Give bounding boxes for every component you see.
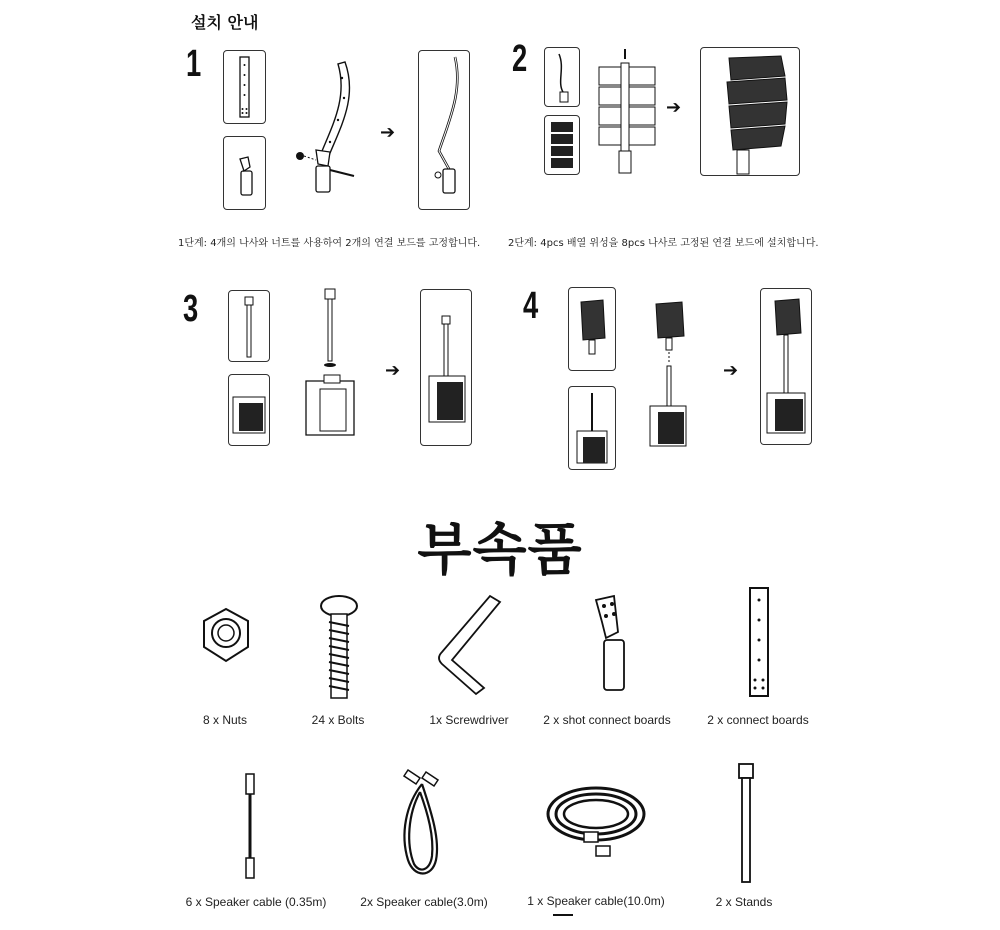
line-array-icon xyxy=(569,288,615,370)
long-coiled-cable-icon xyxy=(544,780,650,866)
full-system-icon xyxy=(761,289,811,444)
line-array-icon xyxy=(701,48,799,175)
bolt-icon xyxy=(314,592,364,704)
step2-satellites-box xyxy=(544,115,580,175)
short-connect-board-icon xyxy=(224,137,265,209)
assembled-bracket-icon xyxy=(419,51,469,209)
step-2-number: 2 xyxy=(512,38,528,80)
step3-arrow-icon: ➔ xyxy=(385,360,401,381)
accessory-label-bolts: 24 x Bolts xyxy=(311,713,365,727)
short-cable-icon xyxy=(238,770,262,882)
short-connect-board-icon xyxy=(588,592,638,696)
step1-caption: 1단계: 4개의 나사와 너트를 사용하여 2개의 연결 보드를 고정합니다. xyxy=(178,238,481,249)
step4-arrow-icon: ➔ xyxy=(723,360,739,381)
accessory-label-3m-cable: 2x Speaker cable(3.0m) xyxy=(360,895,488,909)
accessories-title: 부속품 xyxy=(417,518,583,583)
step1-arrow-icon: ➔ xyxy=(380,122,396,143)
step4-assembly-drawing xyxy=(640,300,700,450)
step4-sub-box xyxy=(568,386,616,470)
bracket-icon xyxy=(545,48,579,106)
accessory-label-screwdriver: 1x Screwdriver xyxy=(429,713,509,727)
step4-result-box xyxy=(760,288,812,445)
connect-board-icon xyxy=(744,584,774,700)
sub-with-stand-icon xyxy=(421,290,471,445)
hex-key-icon xyxy=(432,590,512,696)
step2-arrow-icon: ➔ xyxy=(666,97,682,118)
step1-connect-board-box xyxy=(223,50,266,124)
step1-result-box xyxy=(418,50,470,210)
sub-with-stand-icon xyxy=(569,387,615,469)
accessory-label-nuts: 8 x Nuts xyxy=(202,713,247,727)
step1-short-board-box xyxy=(223,136,266,210)
satellite-speakers-icon xyxy=(545,116,579,174)
stand-icon xyxy=(731,760,761,886)
step2-assembly-drawing xyxy=(595,45,660,175)
stand-icon xyxy=(229,291,269,361)
accessory-label-short-cable: 6 x Speaker cable (0.35m) xyxy=(185,895,327,909)
coiled-cable-icon xyxy=(392,764,452,884)
step4-array-box xyxy=(568,287,616,371)
step-1-number: 1 xyxy=(186,43,202,85)
step1-assembly-drawing xyxy=(290,58,370,208)
step-4-number: 4 xyxy=(523,285,539,327)
step3-sub-box xyxy=(228,374,270,446)
nut-icon xyxy=(196,605,256,665)
accessory-label-10m-cable: 1 x Speaker cable(10.0m) xyxy=(527,894,665,908)
connect-board-icon xyxy=(224,51,265,123)
subwoofer-icon xyxy=(229,375,269,445)
accessory-label-connect-boards: 2 x connect boards xyxy=(707,713,809,727)
step2-caption: 2단계: 4pcs 배열 위성을 8pcs 나사로 고정된 연결 보드에 설치합니다. xyxy=(508,238,819,249)
step3-assembly-drawing xyxy=(300,285,360,440)
accessory-label-stands: 2 x Stands xyxy=(715,895,773,909)
step3-stand-box xyxy=(228,290,270,362)
step3-result-box xyxy=(420,289,472,446)
install-title: 설치 안내 xyxy=(191,13,259,32)
step-3-number: 3 xyxy=(183,288,199,330)
divider-mark xyxy=(553,914,573,916)
accessory-label-short-boards: 2 x shot connect boards xyxy=(543,713,671,727)
step2-result-box xyxy=(700,47,800,176)
step2-board-box xyxy=(544,47,580,107)
